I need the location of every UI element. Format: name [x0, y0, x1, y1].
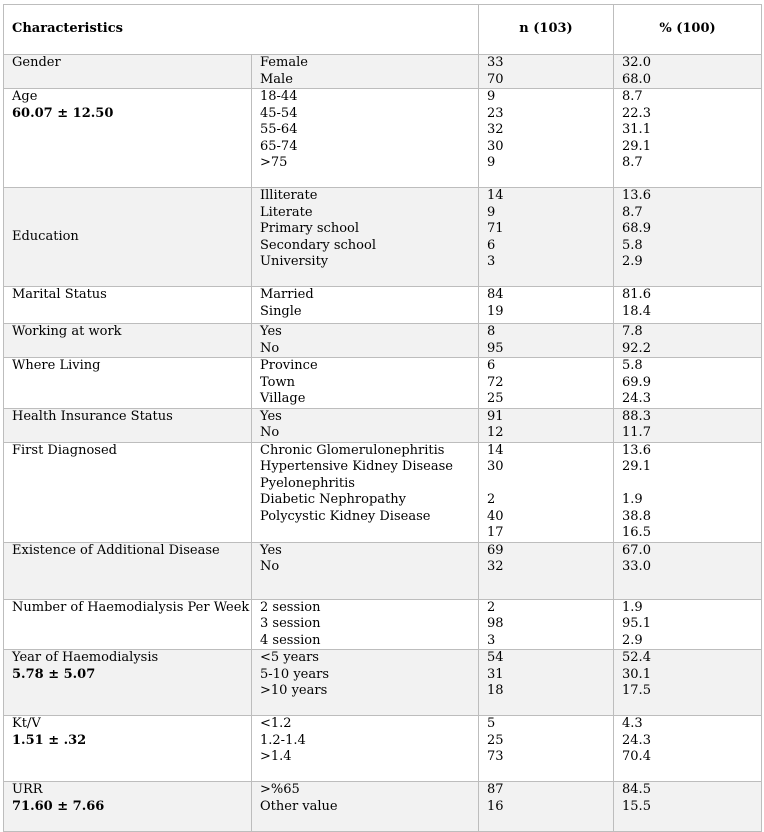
percent-value: 7.8: [622, 324, 643, 339]
count-value: 40: [487, 508, 504, 524]
category-label: <1.2: [260, 716, 292, 731]
percent-value: 70.4: [622, 749, 651, 764]
percent-cell: [614, 89, 762, 188]
count-value: 72: [487, 374, 504, 390]
mean-sd-value: 71.60 ± 7.66: [12, 798, 105, 814]
table-body: [4, 55, 762, 832]
characteristic-cell: [4, 599, 252, 650]
percent-value: 29.1: [622, 138, 651, 154]
percent-value: 88.3: [622, 408, 651, 424]
category-label: >75: [260, 155, 288, 170]
count-value: 16: [487, 798, 504, 814]
category-label: Hypertensive Kidney Disease: [260, 459, 453, 474]
table-row: [4, 408, 762, 442]
characteristic-label: Existence of Additional Disease: [12, 542, 220, 558]
characteristic-label: Education: [12, 228, 79, 244]
count-cell: [479, 287, 614, 324]
category-cell: [252, 324, 479, 358]
percent-value: 95.1: [622, 616, 651, 631]
characteristic-label: Gender: [12, 55, 61, 70]
table-row: [4, 782, 762, 832]
percent-cell: [614, 287, 762, 324]
characteristic-label: Marital Status: [12, 287, 107, 302]
category-label: 45-54: [260, 105, 298, 121]
count-value: 70: [487, 71, 504, 87]
count-value: 95: [487, 340, 504, 356]
percent-value: 13.6: [622, 188, 651, 203]
percent-cell: [614, 55, 762, 89]
percent-cell: [614, 442, 762, 542]
table-row: [4, 542, 762, 599]
characteristic-cell: [4, 408, 252, 442]
characteristic-cell: [4, 55, 252, 89]
category-cell: [252, 89, 479, 188]
count-value: 98: [487, 616, 504, 631]
percent-value: 69.9: [622, 374, 651, 390]
count-value: 71: [487, 221, 504, 236]
count-value: 9: [487, 155, 496, 170]
header-row: [4, 5, 762, 55]
header-n: n (103): [479, 5, 614, 55]
percent-value: 11.7: [622, 425, 651, 440]
characteristic-label: Where Living: [12, 358, 101, 373]
count-value: 6: [487, 358, 496, 373]
count-value: 2: [487, 492, 496, 507]
count-value: 69: [487, 542, 504, 558]
count-cell: [479, 55, 614, 89]
header-characteristics: Characteristics: [4, 5, 479, 55]
percent-value: 4.3: [622, 716, 643, 731]
characteristic-cell: [4, 442, 252, 542]
category-cell: [252, 287, 479, 324]
count-value: 32: [487, 122, 504, 137]
category-cell: [252, 599, 479, 650]
table-row: [4, 358, 762, 409]
percent-value: 5.8: [622, 358, 643, 373]
category-cell: [252, 650, 479, 716]
category-label: 4 session: [260, 632, 321, 648]
count-cell: [479, 324, 614, 358]
mean-sd-value: 60.07 ± 12.50: [12, 105, 114, 121]
count-cell: [479, 716, 614, 782]
characteristic-label: Working at work: [12, 324, 122, 339]
characteristic-label: Year of Haemodialysis: [12, 650, 159, 665]
count-value: 30: [487, 138, 504, 154]
percent-value: 84.5: [622, 782, 651, 797]
category-label: Diabetic Nephropathy: [260, 492, 406, 507]
category-cell: [252, 358, 479, 409]
category-label: Married: [260, 287, 314, 302]
count-cell: [479, 358, 614, 409]
percent-value: 1.9: [622, 492, 643, 507]
category-label: Yes: [260, 542, 282, 558]
percent-value: 81.6: [622, 287, 651, 302]
count-value: 12: [487, 425, 504, 440]
category-label: >1.4: [260, 749, 292, 764]
count-value: 91: [487, 408, 504, 424]
percent-value: 18.4: [622, 303, 651, 319]
percent-cell: [614, 188, 762, 287]
count-value: 3: [487, 254, 496, 269]
category-label: Male: [260, 71, 293, 87]
category-label: Polycystic Kidney Disease: [260, 508, 431, 524]
count-cell: [479, 89, 614, 188]
characteristic-label: Number of Haemodialysis Per Week: [12, 599, 250, 615]
count-value: 14: [487, 442, 504, 458]
characteristic-cell: [4, 542, 252, 599]
percent-value: 8.7: [622, 89, 643, 104]
table-row: [4, 55, 762, 89]
category-label: Yes: [260, 324, 282, 339]
percent-cell: [614, 542, 762, 599]
percent-value: 8.7: [622, 204, 643, 220]
percent-value: 30.1: [622, 666, 651, 682]
count-cell: [479, 542, 614, 599]
count-value: 31: [487, 666, 504, 682]
count-value: 19: [487, 303, 504, 319]
percent-value: 24.3: [622, 391, 651, 406]
percent-value: [622, 476, 753, 493]
count-cell: [479, 650, 614, 716]
percent-value: 24.3: [622, 732, 651, 748]
count-value: 9: [487, 89, 496, 104]
category-label: Other value: [260, 798, 338, 814]
category-label: No: [260, 559, 280, 574]
table-row: [4, 287, 762, 324]
percent-value: 22.3: [622, 105, 651, 121]
category-label: Illiterate: [260, 188, 318, 203]
category-label: University: [260, 254, 329, 269]
characteristic-cell: [4, 358, 252, 409]
category-label: Chronic Glomerulonephritis: [260, 442, 445, 458]
table-row: [4, 324, 762, 358]
percent-cell: [614, 408, 762, 442]
percent-value: 33.0: [622, 559, 651, 574]
category-label: 65-74: [260, 138, 298, 154]
characteristic-label: Kt/V: [12, 716, 41, 731]
percent-value: 5.8: [622, 237, 643, 253]
table-row: [4, 716, 762, 782]
count-value: 25: [487, 732, 504, 748]
percent-cell: [614, 599, 762, 650]
percent-value: 2.9: [622, 632, 643, 648]
mean-sd-value: 1.51 ± .32: [12, 732, 87, 748]
characteristic-cell: [4, 716, 252, 782]
characteristic-label: First Diagnosed: [12, 442, 117, 458]
characteristic-cell: [4, 89, 252, 188]
count-value: 18: [487, 683, 504, 698]
percent-value: 29.1: [622, 459, 651, 474]
percent-value: 32.0: [622, 55, 651, 70]
characteristic-cell: [4, 324, 252, 358]
count-value: 8: [487, 324, 496, 339]
count-value: 9: [487, 204, 496, 220]
count-value: 54: [487, 650, 504, 665]
count-value: 25: [487, 391, 504, 406]
count-value: 87: [487, 782, 504, 797]
percent-cell: [614, 358, 762, 409]
percent-value: 15.5: [622, 798, 651, 814]
characteristic-cell: [4, 782, 252, 832]
table-row: [4, 89, 762, 188]
category-label: 2 session: [260, 599, 321, 615]
category-label: >%65: [260, 782, 300, 797]
count-value: 17: [487, 525, 504, 540]
count-value: [487, 476, 605, 493]
category-label: Province: [260, 358, 318, 373]
count-value: 23: [487, 105, 504, 121]
percent-value: 68.9: [622, 221, 651, 236]
characteristic-label: URR: [12, 782, 43, 797]
percent-value: 1.9: [622, 599, 643, 615]
percent-value: 16.5: [622, 525, 651, 540]
count-value: 32: [487, 559, 504, 574]
count-value: 5: [487, 716, 496, 731]
count-cell: [479, 442, 614, 542]
percent-cell: [614, 782, 762, 832]
count-value: 6: [487, 237, 496, 253]
category-label: Single: [260, 303, 302, 319]
category-cell: [252, 188, 479, 287]
category-cell: [252, 782, 479, 832]
percent-value: 8.7: [622, 155, 643, 170]
table-row: [4, 599, 762, 650]
category-label: Literate: [260, 204, 313, 220]
percent-value: 2.9: [622, 254, 643, 269]
percent-value: 52.4: [622, 650, 651, 665]
category-label: Yes: [260, 408, 282, 424]
category-label: Town: [260, 374, 295, 390]
category-label: Pyelonephritis: [260, 475, 355, 491]
category-cell: [252, 55, 479, 89]
count-value: 2: [487, 599, 496, 615]
category-label: Female: [260, 55, 308, 70]
category-cell: [252, 442, 479, 542]
percent-cell: [614, 650, 762, 716]
table-row: [4, 442, 762, 542]
percent-value: 68.0: [622, 71, 651, 87]
category-label: No: [260, 425, 280, 440]
characteristic-cell: [4, 287, 252, 324]
count-value: 84: [487, 287, 504, 302]
count-value: 14: [487, 188, 504, 203]
count-value: 30: [487, 459, 504, 474]
percent-value: 92.2: [622, 340, 651, 356]
category-label: No: [260, 340, 280, 356]
characteristic-label: Age: [12, 89, 38, 104]
table-row: [4, 188, 762, 287]
characteristic-cell: [4, 188, 252, 287]
count-cell: [479, 782, 614, 832]
category-label: 1.2-1.4: [260, 732, 306, 748]
category-label: Village: [260, 391, 306, 406]
category-label: 55-64: [260, 122, 298, 137]
percent-value: 13.6: [622, 442, 651, 458]
percent-value: 38.8: [622, 508, 651, 524]
count-cell: [479, 599, 614, 650]
category-label: <5 years: [260, 650, 319, 665]
count-cell: [479, 188, 614, 287]
category-label: 5-10 years: [260, 666, 330, 682]
category-cell: [252, 408, 479, 442]
percent-cell: [614, 716, 762, 782]
count-value: 73: [487, 749, 504, 764]
count-value: 33: [487, 55, 504, 70]
count-cell: [479, 408, 614, 442]
percent-value: 67.0: [622, 542, 651, 558]
table-row: [4, 650, 762, 716]
percent-cell: [614, 324, 762, 358]
category-cell: [252, 716, 479, 782]
percent-value: 31.1: [622, 122, 651, 137]
mean-sd-value: 5.78 ± 5.07: [12, 666, 96, 682]
category-label: Primary school: [260, 221, 360, 236]
characteristic-label: Health Insurance Status: [12, 408, 173, 424]
header-percent: % (100): [614, 5, 762, 55]
category-label: >10 years: [260, 683, 328, 698]
count-value: 3: [487, 632, 496, 648]
characteristics-table: [3, 4, 762, 832]
category-cell: [252, 542, 479, 599]
category-label: 18-44: [260, 89, 298, 104]
category-label: 3 session: [260, 616, 321, 631]
characteristic-cell: [4, 650, 252, 716]
percent-value: 17.5: [622, 683, 651, 698]
category-label: Secondary school: [260, 237, 376, 253]
